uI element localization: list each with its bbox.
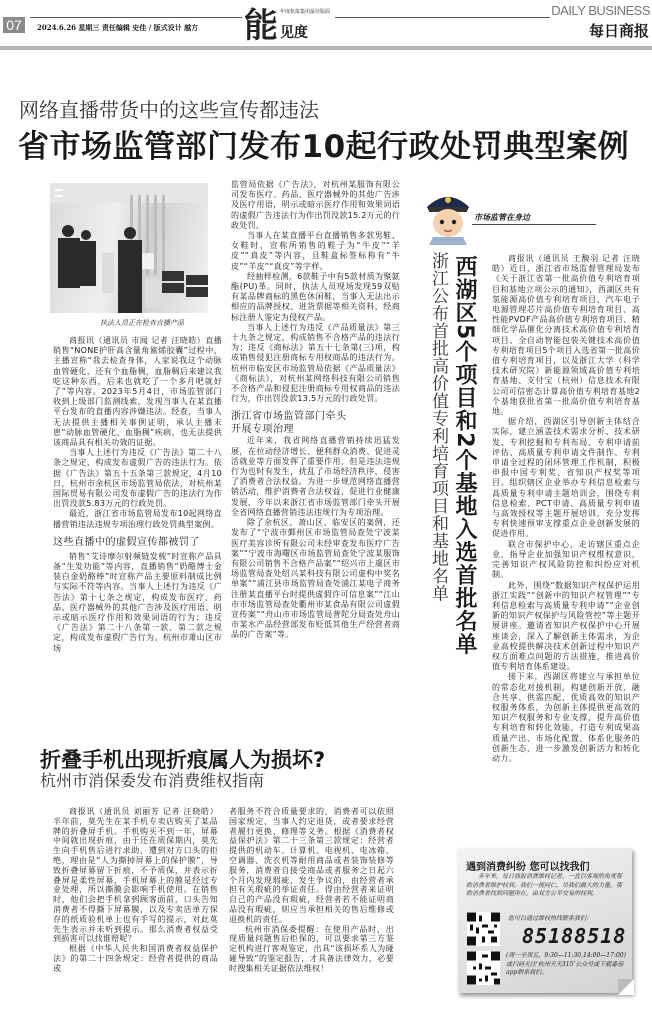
- article1-kicker: 网络直播带货中的这些宣传都违法: [19, 98, 319, 122]
- paragraph: 商报讯（通讯员 刘丽芳 记者 汪晓皓）半年前，莫先生在某手机专卖店购买了某品牌的折叠屏手机。手机购买不到一年，屏幕中间就出现折痕，由于还在质保期内，莫先生向手机售后进行求助，遭到对方口头的拒绝，理由是“人为撕掉屏幕上的保护膜”，导致折叠屏幕留下折痕，不予质保，并表示折叠屏是柔性屏幕，手机屏幕上的膜是经过专业处理，所以撕膜会影响手机使用。在销售时，他们会把手机拿到顾客面前，口头告知消费者不得撕下屏幕膜，以及专卖店单方保存的纸质验机单上也有手写的提示，对此莫先生表示并未听到提示。那么消费者权益受到损害可以找谁赔呢？: [53, 807, 218, 944]
- hotline-hours: (周一至周五，9:30—11:30,14:00—17:00)或扫码关注‘杭州天天315’公众号或下载番茄app联系我们。: [506, 952, 626, 976]
- paragraph: 除了余杭区、萧山区、临安区的案例，还发布了“宁波市鄞州区市场监管局查处宁波某医疗美容诊所有限公司未经审查发布医疗广告案”“宁波市海曙区市场监管局查处宁波某服饰有限公司销售不合格产品案”“绍兴市上虞区市场监管局查处绍兴某科技有限公司虚构中奖名单案”“浦江县市场监管局查处浦江某电子商务注册某直播平台时提供虚假许可信息案”“江山市市场监管局查处衢州市某食品有限公司虚假宣传案”“舟山市市场监管局普陀分局查处舟山市某水产品经营部发布贬低其他生产经营者商品的广告案”等。: [231, 518, 400, 640]
- section-logo: 能: [244, 6, 278, 46]
- photo-caption: 执法人员正在检查直播产品: [100, 319, 184, 327]
- paragraph: 根据《中华人民共和国消费者权益保护法》的第二十四条规定：经营者提供的商品或: [53, 944, 218, 973]
- article2-headline: 西湖区5个项目和2个基地入选首批名单: [452, 255, 477, 656]
- article1-column-1: [53, 336, 222, 654]
- article3-headline: 折叠手机出现折痕属人为损坏?: [40, 748, 326, 772]
- paragraph: 经抽样检测，6款鞋子中有5款材质为聚氨酯(PU)革。同时，执法人员现场发现59双贴有某品牌商标的黑色休闲鞋，当事人无法出示相应的品牌授权、进货票据等相关资料，经商标注册人鉴定为侵权产品。: [231, 271, 400, 322]
- column-label: 市场监管在身边: [474, 212, 530, 222]
- ad-body: 多年来，每日商报消费维权记者，一直以客观的角度帮助消费者维护权利。我们一视同仁，尽我们最大的力量，帮助消费者找到问题所在，由双方公平交易的权利。: [466, 873, 623, 897]
- dateline: 2024.6.26 星期三 责任编辑 史佳 / 版式设计 越方: [37, 23, 199, 32]
- hotline-label: 您可以通过维权热线联系我们：: [508, 915, 593, 922]
- paragraph: 接下来，西湖区将建立与承担单位的常态化对接机制，构建创新开放、融合共享、供需匹配、优质高效的知识产权服务体系，为创新主体提供更高效的知识产权服务和专业支撑，提升高价值专利培育和转化效能，打造专利成果高质量产出、市场化配置、体系化服务的创新生态，进一步激发创新活力和转化动力。: [492, 672, 640, 763]
- paragraph: 杭州市消保委提醒：在使用产品时，出现质量问题售后拒保的，可以要求第三方鉴定机构进行客观鉴定，出具“该损坏系人为碰碰导致”的鉴定报告，才具备法律效力，必要时搜集相关证据依法维权！: [229, 924, 394, 973]
- header-rule: [30, 17, 242, 18]
- article2-subhead: 浙江公布首批高价值专利培育项目和基地名单: [428, 252, 448, 602]
- subheading: [231, 410, 400, 436]
- paragraph: 者服务不符合质量要求的，消费者可以依照国家规定、当事人约定退货，或者要求经营者履行更换、修理等义务。根据《消费者权益保护法》第二十三条第三款规定：经营者提供的机动车、计算机、电视机、电冰箱、空调器、洗衣机等耐用商品或者装饰装修等服务，消费者自接受商品或者服务之日起六个月内发现瑕疵，发生争议的，由经营者承担有关瑕疵的举证责任。得由经营者来证明自己的产品没有瑕疵，经营者若不能证明商品没有瑕疵，则应当承担相关的售后维修或退换机的责任。: [229, 807, 394, 924]
- news-photo: [50, 183, 208, 313]
- paragraph: 销售“艾诗摩尔射频链发梳”时宣称产品具备“生发功能”等内容，直播销售“奶酪博士金装白金奶酪棒”时宣称产品主要原料制成比例与实际不符等内容。当事人上述行为违反《广告法》第十七条之规定，构成发布医疗、药品、医疗器械外的其他广告涉及医疗用语、明示或暗示医疗作用和效果词语的行为；违反《广告法》第二十八条第一款、第二款之规定，构成发布虚假广告行为。杭州市萧山区市场: [53, 551, 222, 653]
- award-label: 年度杭报集团最佳版面: [280, 9, 331, 15]
- paragraph: 当事人上述行为违反《产品质量法》第三十九条之规定，构成销售不合格产品的违法行为；违反《商标法》第五十七条第(三)项，构成销售侵犯注册商标专用权商品的违法行为。杭州市临安区市场监管局依据《产品质量法》《商标法》，对杭州某网络科技有限公司销售不合格产品和侵犯注册商标专用权商品的违法行为，作出罚没款13.5万元的行政处罚。: [231, 322, 400, 404]
- section-name: 见度: [280, 25, 308, 41]
- page-curl: [618, 979, 634, 995]
- article1-column-2: [231, 180, 400, 641]
- subheading-line: 浙江省市场监管部门牵头: [231, 411, 347, 423]
- paragraph: 当事人上述行为违反《广告法》第二十八条之规定，构成发布虚假广告的违法行为。依据《广告法》第五十五条第三款规定，4月10日，杭州市余杭区市场监管局依法，对杭州某国际贸易有限公司发布虚假广告的违法行为作出罚没款5.83万元的行政处罚。: [53, 448, 222, 509]
- header-rule: [335, 17, 550, 18]
- paragraph: 监管局依据《广告法》，对杭州某服饰有限公司发布医疗、药品、医疗器械外的其他广告涉及医疗用语，明示或暗示医疗作用和效果词语的虚假广告违法行为作出罚没款15.2万元的行政处罚。: [231, 180, 400, 230]
- paragraph: 商报讯（通讯员 王馥羽 记者 汪晓皓）近日，浙江省市场监督管理局发布《关于浙江省第一批高价值专利培育项目和基地立项公示的通知》，西湖区共有氢能源高价值专利培育项目、汽车电子电源管理芯片高价值专利培育项目、高性能PVDF产品高价值专利培育项目、精细化学品催化分离技术高价值专利培育项目、全自动智能包装关键技术高价值专利培育项目5个项目入选省第一批高价值专利培育项目，以及浙江大学（科学技术研究院）新能源领域高价值专利培育基地、支付宝（杭州）信息技术有限公司可信密态计算高价值专利培育基地2个基地获批省第一批高价值专利培育基地。: [492, 254, 640, 417]
- consumer-hotline-ad: [458, 848, 632, 993]
- photo-illustration: [50, 183, 208, 313]
- paragraph: 最近，浙江省市场监管局发布10起网络直播营销违法违规专项治理行政处罚典型案例。: [53, 509, 222, 529]
- paragraph: 商报讯（通讯员 市闻 记者 汪晓皓）直播销售“NONE护肝高含量角鲨烯胶囊”过程中，主播宣称“我去检查身体，人家说我这个动脉血管硬化，还有个血脂稠，血脂稠后来建议我吃这种东西，后来也就吃了一个多月吧就好了”等内容。2023年5月4日，市场监管部门收到上级部门监测线索，发现当事人在某直播平台发布的直播内容涉嫌违法。经查，当事人无法提供主播相关事例证明，承认主播未患“动脉血管硬化、血脂稠”疾病，也无法提供该商品具有相关功效的证据。: [53, 336, 222, 448]
- article2-body: [492, 254, 640, 764]
- article3-subhead: 杭州市消保委发布消费维权指南: [40, 771, 265, 790]
- page-number: 07: [3, 17, 25, 33]
- paragraph: 当事人在某直播平台直播销售多款男鞋、女鞋时，宣称所销售的鞋子为“牛皮”“羊皮”“真皮”等内容，且鞋盒标签标称有“牛皮”“羊皮”“真皮”等字样。: [231, 231, 400, 271]
- qr-code-icon[interactable]: [467, 912, 500, 946]
- article1-headline: 省市场监管部门发布10起行政处罚典型案例: [18, 129, 630, 165]
- subheading-line: 开展专项治理: [231, 424, 294, 436]
- paragraph: 据介绍，西湖区引导创新主体结合实际，建立涵盖技术需求分析、技术研发、专利挖掘和专利布局、专利申请前评估、高质量专利申请文件制作、专利申请全过程的闭环管理工作机制，积极申报中国专利奖、省知识产权奖等项目。组织辖区企业举办专利信息检索与高质量专利申请主题培训会，围绕专利信息检索、PCT申请、高质量专利申请与高效授权等主题开展培训，充分发挥专利快速预审支撑重点企业创新发展的促进作用。: [492, 417, 640, 539]
- header-divider: [0, 46, 652, 50]
- paragraph: 近年来，我省网络直播营销持续迅猛发展，在拉动经济增长、便利群众消费、促进灵活就业等方面发挥了重要作用，但是违法违规行为也时有发生，扰乱了市场经济秩序，侵害了消费者合法权益。为进一步规范网络直播营销活动，维护消费者合法权益，促进行业健康发展，今年以来浙江省市场监管部门牵头开展全省网络直播营销违法违规行为专项治理。: [231, 436, 400, 517]
- column-rule: [472, 224, 596, 225]
- hotline-number[interactable]: 85188518: [522, 924, 627, 948]
- subheading: 这些直播中的虚假宣传都被罚了: [53, 536, 200, 548]
- qr-code-icon[interactable]: [467, 951, 500, 985]
- paper-name-cn: 每日商报: [588, 22, 649, 40]
- paper-name-en: DAILY BUSINESS: [551, 3, 650, 18]
- article3-column-2: [229, 807, 394, 974]
- ad-title: 遇到消费纠纷 您可以找我们: [466, 862, 590, 873]
- police-mascot-icon: [423, 185, 473, 249]
- article3-column-1: [53, 807, 218, 974]
- paragraph: 此外，围绕“数据知识产权保护运用浙江实践”“创新中的知识产权管理”“专利信息检索与高质量专利申请”“企业创新的知识产权保护与风险管控”等主题开展讲座。邀请省知识产权保护中心开展座谈会，深入了解创新主体需求，为企业高校提供解决技术创新过程中知识产权方面难点问题的方法措施，推进高价值专利培育体系建设。: [492, 580, 640, 672]
- paragraph: 联合市保护中心，走访辖区重点企业，指导企业加强知识产权维权意识，完善知识产权风险防控和纠纷应对机制。: [492, 539, 640, 580]
